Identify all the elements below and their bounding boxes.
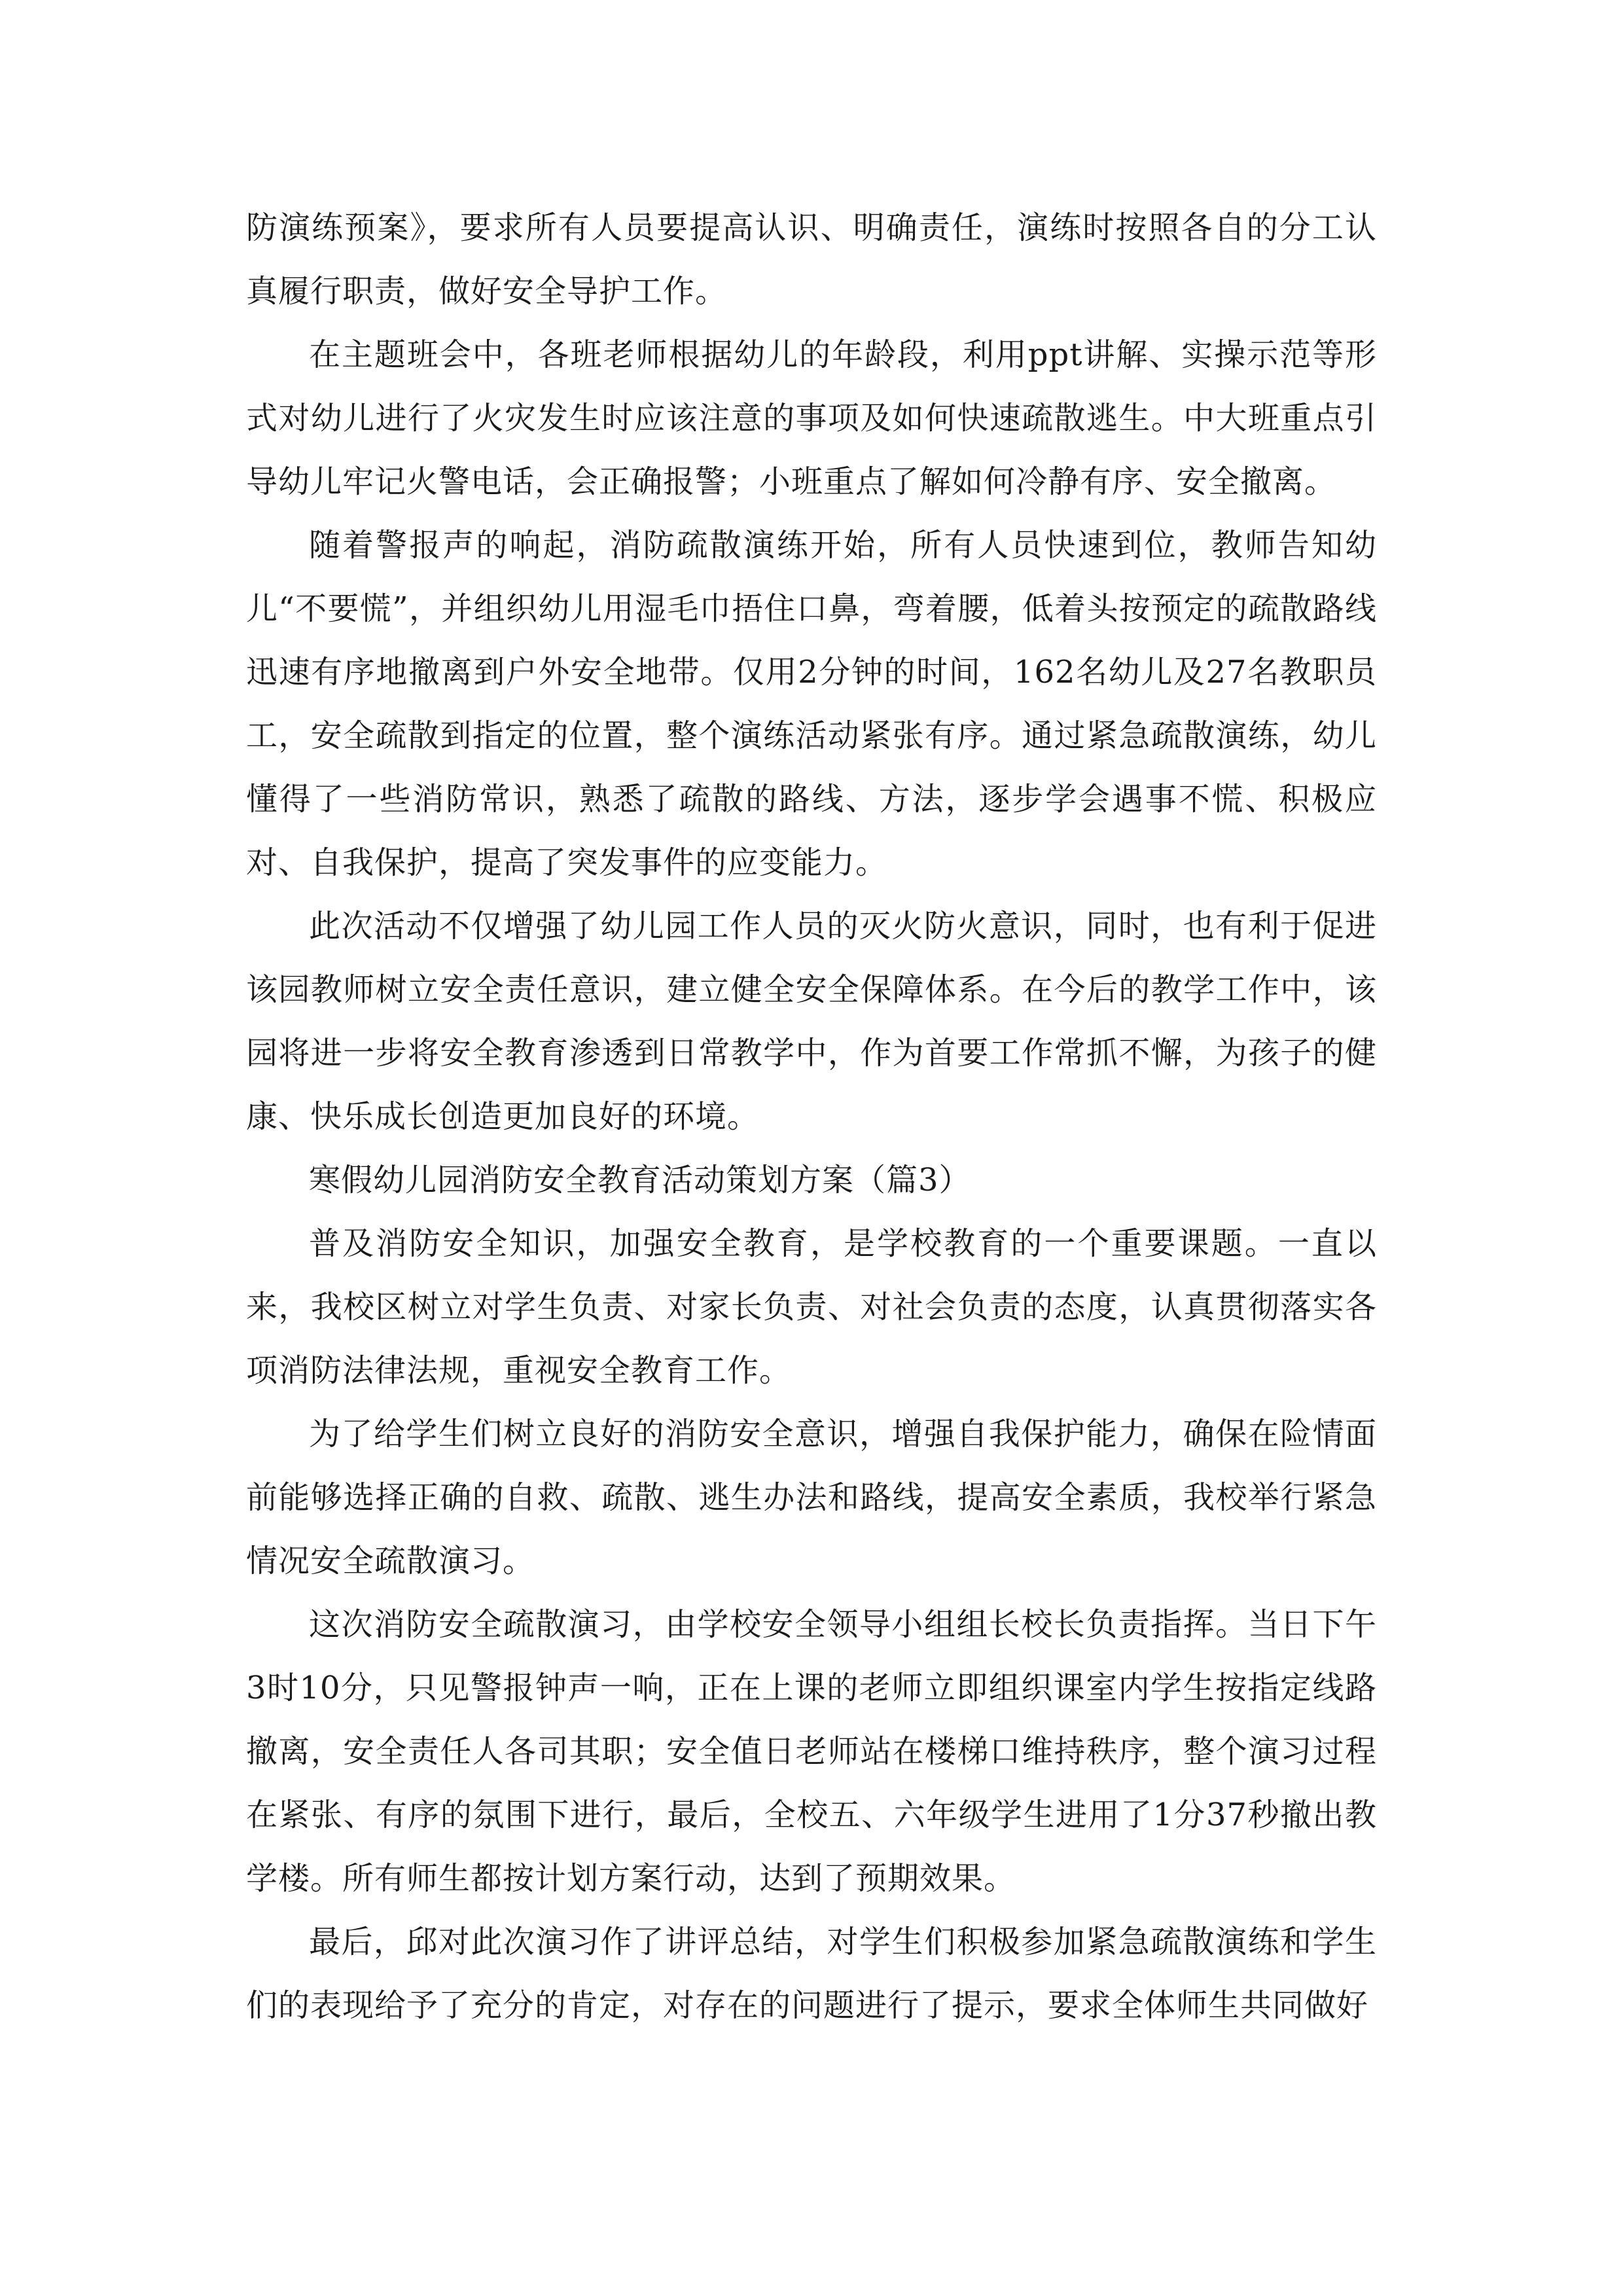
paragraph: 最后，邱对此次演习作了讲评总结，对学生们积极参加紧急疏散演练和学生们的表现给予了充分的肯定，对存在的问题进行了提示，要求全体师生共同做好 — [246, 1924, 1377, 2024]
section-heading: 寒假幼儿园消防安全教育活动策划方案（篇3） — [309, 1162, 971, 1198]
paragraph: 随着警报声的响起，消防疏散演练开始，所有人员快速到位，教师告知幼儿“不要慌”，并组织幼儿用湿毛巾捂住口鼻，弯着腰，低着头按预定的疏散路线迅速有序地撤离到户外安全地带。仅用2分钟的时间，162名幼儿及27名教职员工，安全疏散到指定的位置，整个演练活动紧张有序。通过紧急疏散演练，幼儿懂得了一些消防常识，熟悉了疏散的路线、方法，逐步学会遇事不慌、积极应对、自我保护，提高了突发事件的应变能力。 — [246, 527, 1377, 881]
paragraph: 在主题班会中，各班老师根据幼儿的年龄段，利用ppt讲解、实操示范等形式对幼儿进行了火灾发生时应该注意的事项及如何快速疏散逃生。中大班重点引导幼儿牢记火警电话，会正确报警；小班重点了解如何冷静有序、安全撤离。 — [246, 336, 1377, 500]
paragraph: 此次活动不仅增强了幼儿园工作人员的灭火防火意识，同时，也有利于促进该园教师树立安全责任意识，建立健全安全保障体系。在今后的教学工作中，该园将进一步将安全教育渗透到日常教学中，作为首要工作常抓不懈，为孩子的健康、快乐成长创造更加良好的环境。 — [246, 908, 1377, 1135]
paragraph: 防演练预案》，要求所有人员要提高认识、明确责任，演练时按照各自的分工认真履行职责，做好安全导护工作。 — [246, 209, 1377, 310]
paragraph: 这次消防安全疏散演习，由学校安全领导小组组长校长负责指挥。当日下午3时10分，只见警报钟声一响，正在上课的老师立即组织课室内学生按指定线路撤离，安全责任人各司其职；安全值日老师站在楼梯口维持秩序，整个演习过程在紧张、有序的氛围下进行，最后，全校五、六年级学生进用了1分37秒撤出教学楼。所有师生都按计划方案行动，达到了预期效果。 — [246, 1606, 1377, 1897]
paragraph: 普及消防安全知识，加强安全教育，是学校教育的一个重要课题。一直以来，我校区树立对学生负责、对家长负责、对社会负责的态度，认真贯彻落实各项消防法律法规，重视安全教育工作。 — [246, 1225, 1377, 1389]
document-body — [246, 196, 1377, 2037]
paragraph: 为了给学生们树立良好的消防安全意识，增强自我保护能力，确保在险情面前能够选择正确的自救、疏散、逃生办法和路线，提高安全素质，我校举行紧急情况安全疏散演习。 — [246, 1416, 1377, 1579]
